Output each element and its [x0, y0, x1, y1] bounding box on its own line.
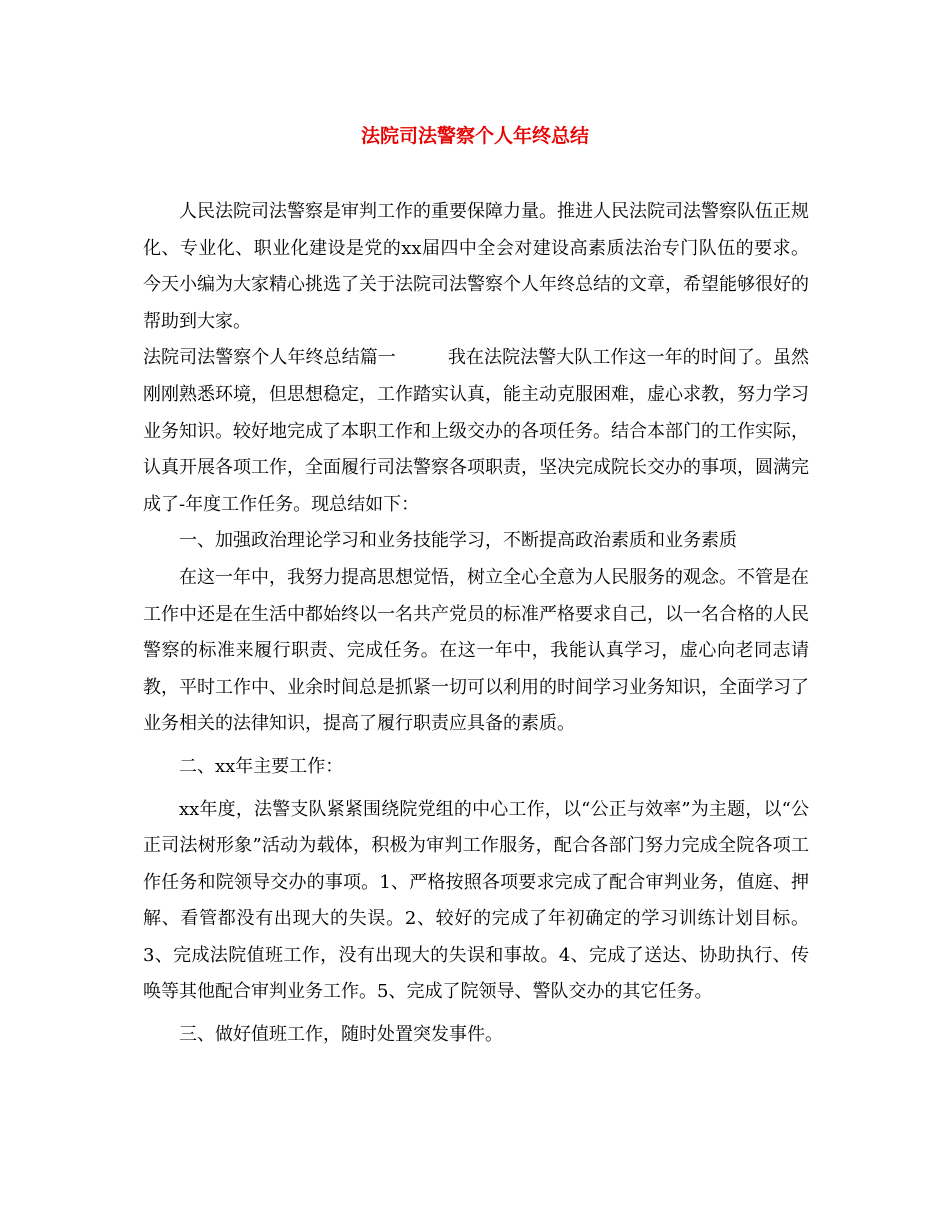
section-heading-3: 三、做好值班工作，随时处置突发事件。 [179, 1024, 503, 1046]
intro-paragraph: 人民法院司法警察是审判工作的重要保障力量。推进人民法院司法警察队伍正规化、专业化、职业化建设是党的xx届四中全会对建设高素质法治专门队伍的要求。今天小编为大家精心挑选了关于法院司法警察个人年终总结的文章，希望能够很好的帮助到大家。 [143, 201, 809, 332]
section-one-heading: 法院司法警察个人年终总结篇一 [143, 347, 396, 369]
paragraph-2: xx年度，法警支队紧紧围绕院党组的中心工作，以“公正与效率”为主题，以“公正司法树形象”活动为载体，积极为审判工作服务，配合各部门努力完成全院各项工作任务和院领导交办的事项。1、严格按照各项要求完成了配合审判业务，值庭、押解、看管都没有出现大的失误。2、较好的完成了年初确定的学习训练计划目标。3、完成法院值班工作，没有出现大的失误和事故。4、完成了送达、协助执行、传唤等其他配合审判业务工作。5、完成了院领导、警队交办的其它任务。 [143, 798, 809, 1003]
document-title: 法院司法警察个人年终总结 [360, 125, 589, 147]
section-heading-2: 二、xx年主要工作： [179, 755, 344, 777]
paragraph-1: 在这一年中，我努力提高思想觉悟，树立全心全意为人民服务的观念。不管是在工作中还是在生活中都始终以一名共产党员的标准严格要求自己，以一名合格的人民警察的标准来履行职责、完成任务。在这一年中，我能认真学习，虚心向老同志请教，平时工作中、业余时间总是抓紧一切可以利用的时间学习业务知识，全面学习了业务相关的法律知识，提高了履行职责应具备的素质。 [143, 566, 809, 735]
section-heading-1: 一、加强政治理论学习和业务技能学习，不断提高政治素质和业务素质 [179, 530, 737, 552]
document-body [143, 194, 809, 1054]
section-one-paragraph [143, 340, 809, 523]
section-one-text: 我在法院法警大队工作这一年的时间了。虽然刚刚熟悉环境，但思想稳定，工作踏实认真，能主动克服困难，虚心求教，努力学习业务知识。较好地完成了本职工作和上级交办的各项任务。结合本部门的工作实际，认真开展各项工作，全面履行司法警察各项职责，坚决完成院长交办的事项，圆满完成了-年度工作任务。现总结如下： [143, 347, 810, 515]
